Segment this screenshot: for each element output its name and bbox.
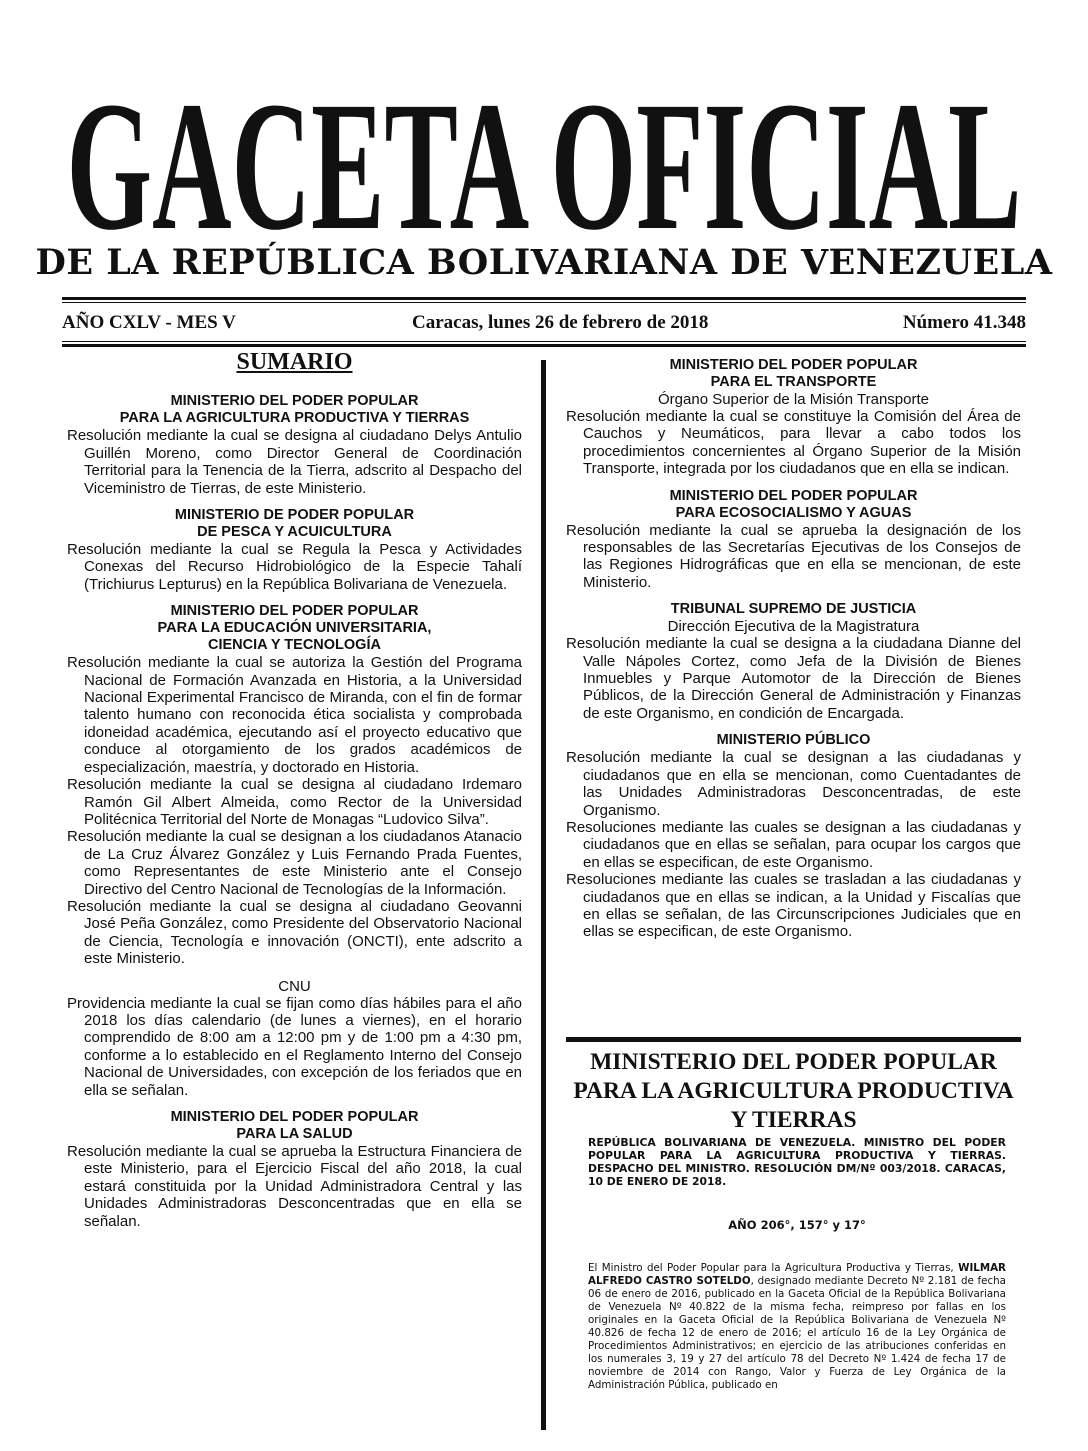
entry-item: Resolución mediante la cual se designa al ciudadano Geovanni José Peña González, como Presidente del Observatorio Nacional de Ciencia, Tecnología e innovación (ONCTI), ente adscrito a este Ministerio. [67,897,522,968]
entry-heading: MINISTERIO PÚBLICO [716,732,871,749]
entry-item: Resolución mediante la cual se autoriza la Gestión del Programa Nacional de Formación Avanzada en Historia, a la Universidad Nacional Experimental Francisco de Miranda, con el fin de formar talento humano con reconocida ética socialista y comprobada idoneidad académica, ejecutando así el proyecto educativo que conduce al otorgamiento de los grados académicos de especialización, maestría, y doctorado en Historia. [67,654,522,776]
sumario-title: SUMARIO [236,349,353,375]
entry-heading: MINISTERIO DEL PODER POPULAR PARA LA SALUD [170,1109,419,1142]
issue-date: Caracas, lunes 26 de febrero de 2018 [412,312,709,333]
sumario-entry [566,488,1021,592]
entry-subheading: CNU [278,977,311,995]
top-rule-thick [62,297,1026,300]
entry-item: Resolución mediante la cual se Regula la Pesca y Actividades Conexas del Recurso Hidrobiológico de la Especie Tahalí (Trichiurus Lepturus) en la República Bolivariana de Venezuela. [67,541,522,593]
sumario-entry [67,603,522,967]
entry-subheading: Órgano Superior de la Misión Transporte [658,391,929,408]
resolution-body-rest: , designado mediante Decreto Nº 2.181 de fecha 06 de enero de 2016, publicado en la Gaceta Oficial de la República Bolivariana de Venezuela Nº 40.822 de la misma fecha, reimpreso por fallas en los originales en la Gaceta Oficial de la República Bolivariana de Venezuela Nº 40.826 de fecha 12 de enero de 2016; el artículo 16 de la Ley Orgánica de Procedimientos Administrativos; en ejercicio de las atribuciones conferidas en los numerales 3, 19 y 27 del artículo 78 del Decreto Nº 1.424 de fecha 17 de noviembre de 2014 con Rango, Valor y Fuerza de Ley Orgánica de la Administración Pública, publicado en [588,1275,1006,1391]
issue-number: Número 41.348 [902,312,1026,333]
entry-item: Resolución mediante la cual se designa al ciudadano Irdemaro Ramón Gil Albert Almeida, como Rector de la Universidad Politécnica Territorial del Norte de Monagas “Ludovico Silva”. [67,776,522,828]
entry-item: Resolución mediante la cual se aprueba la Estructura Financiera de este Ministerio, para el Ejercicio Fiscal del año 2018, la cual estará constituida por la Unidad Administradora Central y las Unidades Administradoras Desconcentradas que en ella se señalan. [67,1143,522,1230]
entry-item: Resoluciones mediante las cuales se designan a las ciudadanas y ciudadanos que en ellas se señalan, para ocupar los cargos que en ellas se especifican, de este Organismo. [566,818,1021,871]
entry-item: Resoluciones mediante las cuales se trasladan a las ciudadanas y ciudadanos que en ellas se indican, a la Unidad y Fiscalías que en ellas se señalan, de las Circunscripciones Judiciales que en ellas se especifican, de este Organismo. [566,871,1021,941]
sumario-entry [67,393,522,497]
resolution-header: REPÚBLICA BOLIVARIANA DE VENEZUELA. MINISTRO DEL PODER POPULAR PARA LA AGRICULTURA PRODUCTIVA Y TIERRAS. DESPACHO DEL MINISTRO. RESOLUCIÓN DM/Nº 003/2018. CARACAS, 10 DE ENERO DE 2018. [588,1136,1006,1188]
entry-heading: MINISTERIO DEL PODER POPULAR PARA EL TRANSPORTE [669,357,918,390]
entry-item: Resolución mediante la cual se designa al ciudadano Delys Antulio Guillén Moreno, como Director General de Coordinación Territorial para la Tenencia de la Tierra, adscrito al Despacho del Viceministro de Tierras, de este Ministerio. [67,427,522,497]
entry-heading: MINISTERIO DEL PODER POPULAR PARA LA AGRICULTURA PRODUCTIVA Y TIERRAS [119,393,470,427]
entry-heading: TRIBUNAL SUPREMO DE JUSTICIA [670,601,917,618]
entry-item: Resolución mediante la cual se designa a la ciudadana Dianne del Valle Nápoles Cortez, como Jefa de la División de Bienes Inmuebles y Parque Automotor de la Dirección de Bienes Públicos, de la Dirección General de Administración y Finanzas de este Organismo, en condición de Encargada. [566,635,1021,722]
sumario-entry [566,357,1021,478]
info-rule-thin [62,341,1026,342]
entry-item: Resolución mediante la cual se aprueba la designación de los responsables de las Secretarías Ejecutivas de los Consejos de las Regiones Hidrográficas que en ella se mencionan, de este Ministerio. [566,521,1021,591]
ministry-section-rule [566,1037,1021,1042]
year-month: AÑO CXLV - MES V [62,312,236,333]
ministry-section-name: MINISTERIO DEL PODER POPULAR PARA LA AGRICULTURA PRODUCTIVA Y TIERRAS [573,1049,1014,1133]
entry-heading: MINISTERIO DEL PODER POPULAR PARA ECOSOCIALISMO Y AGUAS [669,487,918,521]
entry-item: Resolución mediante la cual se designan a las ciudadanas y ciudadanos que en ella se mencionan, como Cuentadantes de las Unidades Administradoras Desconcentradas, de este Organismo. [566,749,1021,819]
masthead-subtitle: DE LA REPÚBLICA BOLIVARIANA DE VENEZUELA [35,242,1053,283]
entry-item: Resolución mediante la cual se designan a los ciudadanos Atanacio de La Cruz Álvarez González y Luis Fernando Prada Fuentes, como Representantes de este Ministerio ante el Consejo Directivo del Centro Nacional de Tecnologías de la Información. [67,828,522,898]
entry-subheading: Dirección Ejecutiva de la Magistratura [667,618,920,636]
entry-heading: MINISTERIO DE PODER POPULAR DE PESCA Y ACUICULTURA [174,507,415,541]
issue-info-bar [62,312,1026,338]
masthead-title-text: GACETA OFICIAL [66,64,1022,250]
entry-item: Providencia mediante la cual se fijan como días hábiles para el año 2018 los días calendario (de lunes a viernes), en el horario comprendido de 8:00 am a 12:00 pm y de 1:00 pm a 4:30 pm, conforme a lo establecido en el Reglamento Interno del Consejo Nacional de Universidades, con excepción de los feriados que en ella se señalan. [67,994,522,1099]
sumario-entry [67,1109,522,1230]
resolution-body-intro: El Ministro del Poder Popular para la Agricultura Productiva y Tierras, [588,1262,954,1274]
entry-heading: MINISTERIO DEL PODER POPULAR PARA LA EDUCACIÓN UNIVERSITARIA, CIENCIA Y TECNOLOGÍA [157,603,432,654]
resolution-year-line: AÑO 206°, 157° y 17° [728,1218,866,1232]
ministry-section-header [566,1037,1021,1135]
entry-item: Resolución mediante la cual se constituye la Comisión del Área de Cauchos y Neumáticos, para llevar a cabo todos los procedimientos concernientes al Órgano Superior de la Misión Transporte, integrada por los ciudadanos que en ella se indican. [566,408,1021,478]
sumario-right-column [566,357,1021,951]
column-divider [541,360,546,1430]
sumario-left-column [67,349,522,1240]
sumario-entry [67,507,522,593]
minister-name: WILMAR ALFREDO CASTRO SOTELDO [588,1262,1006,1287]
masthead-title [0,60,1088,270]
top-rule-thin [62,302,1026,303]
sumario-entry [566,601,1021,722]
resolution-body [588,1262,1006,1392]
info-rule-thick [62,344,1026,347]
sumario-entry [67,978,522,1099]
sumario-entry [566,732,1021,940]
